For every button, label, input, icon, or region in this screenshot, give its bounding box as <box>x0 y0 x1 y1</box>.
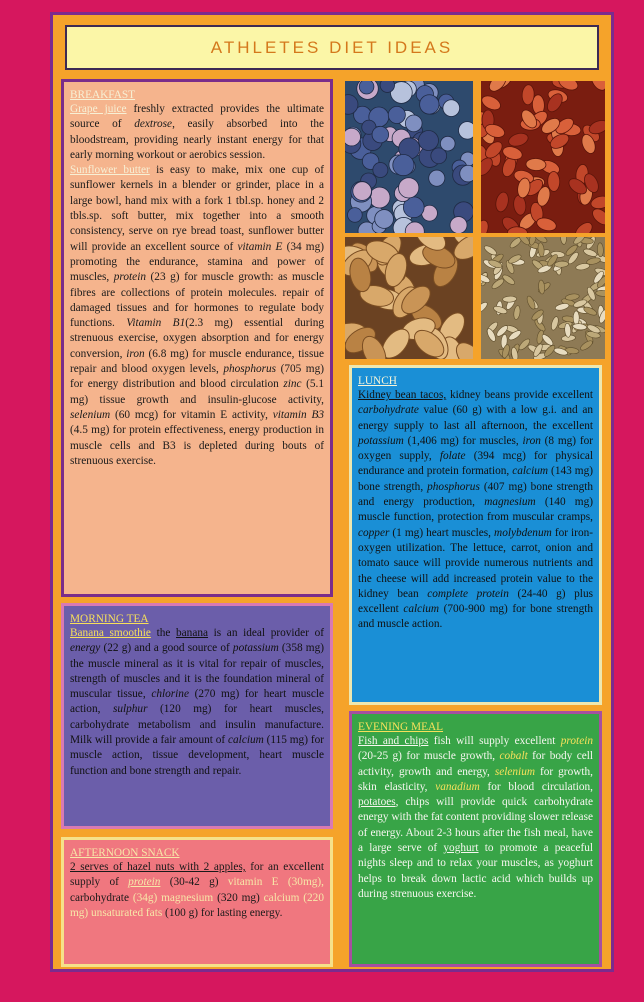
text: (24-40 g) plus excellent <box>358 587 593 616</box>
text: for growth, skin elasticity, <box>358 765 593 793</box>
text: magnesium <box>484 496 536 509</box>
text: for blood circulation, <box>479 780 593 793</box>
text: carbohydrate <box>70 891 133 904</box>
text: carbohydrate <box>358 404 419 417</box>
breakfast-section <box>61 79 333 597</box>
kidney-bean-tacos-label: Kidney bean tacos, <box>358 389 447 401</box>
evening-meal-text <box>358 734 593 902</box>
text: iron <box>522 434 541 447</box>
text: (100 g) for lasting energy. <box>162 906 283 919</box>
text: calcium <box>228 734 264 747</box>
evening-meal-section <box>349 711 602 967</box>
kidney-beans-photo <box>481 81 605 233</box>
text: (1 mg) heart muscles, <box>389 526 495 539</box>
text: banana <box>176 627 209 639</box>
text: protein <box>113 271 146 284</box>
text: (407 mg) bone strength and energy production, <box>358 480 593 509</box>
hazel-nuts-label: 2 serves of hazel nuts with 2 apples, <box>70 861 246 873</box>
text: calcium (220 mg) unsaturated fats <box>70 891 324 919</box>
text: to promote a peaceful nights sleep and to relax your muscles, as yoghurt helps to break down lactic acid which builds up during strenuous exercise. <box>358 842 593 900</box>
text: (705 mg) for energy distribution and blood circulation <box>70 363 324 391</box>
text: Vitamin B1 <box>126 317 186 330</box>
text: (140 mg) muscle function, protection from muscular cramps, <box>358 496 593 524</box>
text: potassium <box>358 434 404 447</box>
text: protein <box>128 876 161 889</box>
text: protein <box>560 735 593 747</box>
text: copper <box>358 526 390 539</box>
text: is easy to make, mix one cup of sunflower kernels in a blender or grinder, place in a large bowl, hand mix with a fork 1 tbl.sp. honey and 2 tbls.sp. soft butter, mix together into a smooth consistency, serve on rye bread toast, sunflower butter will provide an excellent source of <box>70 164 324 253</box>
text: vitamin B3 <box>272 408 324 421</box>
text: (394 mcg) for physical endurance and protein formation, <box>358 450 593 478</box>
breakfast-grape-juice <box>70 102 324 163</box>
text: value (60 g) with a low g.i. and an energy supply to last all afternoon, the excellent <box>358 404 593 432</box>
text: , chips will provide quick carbohydrate energy with the fat content providing slower release of energy. About 2-3 hours after the fish meal, have a large serve of <box>358 796 593 855</box>
lunch-heading: LUNCH <box>358 375 397 387</box>
morning-tea-section <box>61 603 333 829</box>
text: vitamin E <box>237 240 283 253</box>
fish-and-chips-label: Fish and chips <box>358 735 429 747</box>
text: for an excellent supply of <box>70 861 325 889</box>
text: (4.5 mg) for protein effectiveness, energy production in muscle cells and B3 is depleted during bouts of strenuous exercise. <box>70 424 324 467</box>
text: (700-900 mg) for bone strength and muscle action. <box>358 603 593 631</box>
text: is an ideal provider of <box>208 627 325 639</box>
text: (120 mg) for heart muscles, carbohydrate metabolism and insulin manufacture. Milk will provide a fair amount of <box>70 703 324 747</box>
text: (60 mcg) for vitamin E activity, <box>110 408 273 421</box>
morning-tea-heading: MORNING TEA <box>70 613 149 625</box>
text: for iron-oxygen utilization. The lettuce, carrot, onion and tomato sauce will provide numerous nutrients and the cheese will add increased protein value to the kidney bean <box>358 526 593 600</box>
text: (2.3 mg) essential during strenuous exercise, oxygen absorption and for energy conversion, <box>70 317 324 360</box>
breakfast-sunflower-butter <box>70 163 324 469</box>
text: calcium <box>512 465 549 478</box>
diet-poster <box>50 12 614 972</box>
text: vitamin E (30mg), <box>227 876 324 889</box>
almonds-photo <box>345 237 473 359</box>
text: folate <box>439 450 466 463</box>
text: phosphorus <box>223 363 277 376</box>
afternoon-snack-heading: AFTERNOON SNACK <box>70 847 180 859</box>
text: fish will supply excellent <box>428 735 561 747</box>
text: potassium <box>232 642 279 655</box>
afternoon-snack-section <box>61 837 333 967</box>
text: (23 g) for muscle growth: as muscle fibres are collections of protein molecules. repair of damaged tissues and for hormones to regulate body functions. <box>70 271 324 330</box>
text: (34g) magnesium <box>132 891 214 904</box>
text: freshly extracted provides the ultimate source of <box>70 103 325 131</box>
text: the <box>150 627 177 639</box>
text: energy <box>70 642 101 655</box>
text: complete protein <box>427 587 509 600</box>
grape-juice-label: Grape juice <box>70 103 127 115</box>
text: (6.8 mg) for muscle endurance, tissue repair and blood oxygen levels, <box>70 347 324 376</box>
text: cobalt <box>499 750 528 763</box>
text: kidney beans provide excellent <box>446 389 594 401</box>
sunflower-seeds-photo <box>481 237 605 359</box>
text: dextrose <box>134 118 173 131</box>
text: iron <box>126 347 145 360</box>
sunflower-butter-label: Sunflower butter <box>70 164 150 177</box>
text: (22 g) and a good source of <box>100 642 233 655</box>
text: yoghurt <box>443 842 479 855</box>
text: (320 mg) <box>213 891 264 904</box>
text: (34 mg) promoting the endurance, stamina and power of muscles, <box>70 240 325 284</box>
text: zinc <box>283 378 302 391</box>
text: selenium <box>70 408 111 421</box>
lunch-section <box>349 365 602 705</box>
afternoon-snack-text <box>70 860 324 921</box>
text: (358 mg) the muscle mineral as it is vital for repair of muscles, strength of muscles and it is the foundation mineral of muscular tissue, <box>70 642 324 701</box>
text: (270 mg) for heart muscle action, <box>70 688 324 716</box>
text: (5.1 mg) tissue growth and insulin-glucose activity, <box>70 378 324 406</box>
text: potatoes <box>358 796 396 809</box>
text: for body cell activity, growth and energy, <box>358 750 593 778</box>
text: chlorine <box>151 688 189 701</box>
text: calcium <box>403 603 440 616</box>
banana-smoothie-label: Banana smoothie <box>70 627 151 639</box>
text: (143 mg) bone strength, <box>358 465 593 493</box>
text: (30-42 g) <box>160 876 228 889</box>
text: vanadium <box>435 780 480 793</box>
text: selenium <box>494 765 536 778</box>
text: , easily absorbed into the bloodstream, providing nearly instant energy for that early morning workout or aerobics session. <box>70 118 324 161</box>
text: (20-25 g) for muscle growth, <box>358 750 500 763</box>
evening-meal-heading: EVENING MEAL <box>358 721 444 733</box>
text: (115 mg) for muscle action, tissue development, heart muscle function and bone strength and repair. <box>70 734 324 777</box>
text: (8 mg) for oxygen supply, <box>358 434 593 463</box>
text: molybdenum <box>494 526 552 539</box>
text: (1,406 mg) for muscles, <box>403 434 523 447</box>
lunch-text <box>358 388 593 633</box>
text: phosphorus <box>427 480 480 493</box>
poster-title: ATHLETES DIET IDEAS <box>65 25 599 70</box>
morning-tea-text <box>70 626 324 779</box>
blueberries-photo <box>345 81 473 233</box>
text: sulphur <box>112 703 148 716</box>
breakfast-heading: BREAKFAST <box>70 89 136 101</box>
